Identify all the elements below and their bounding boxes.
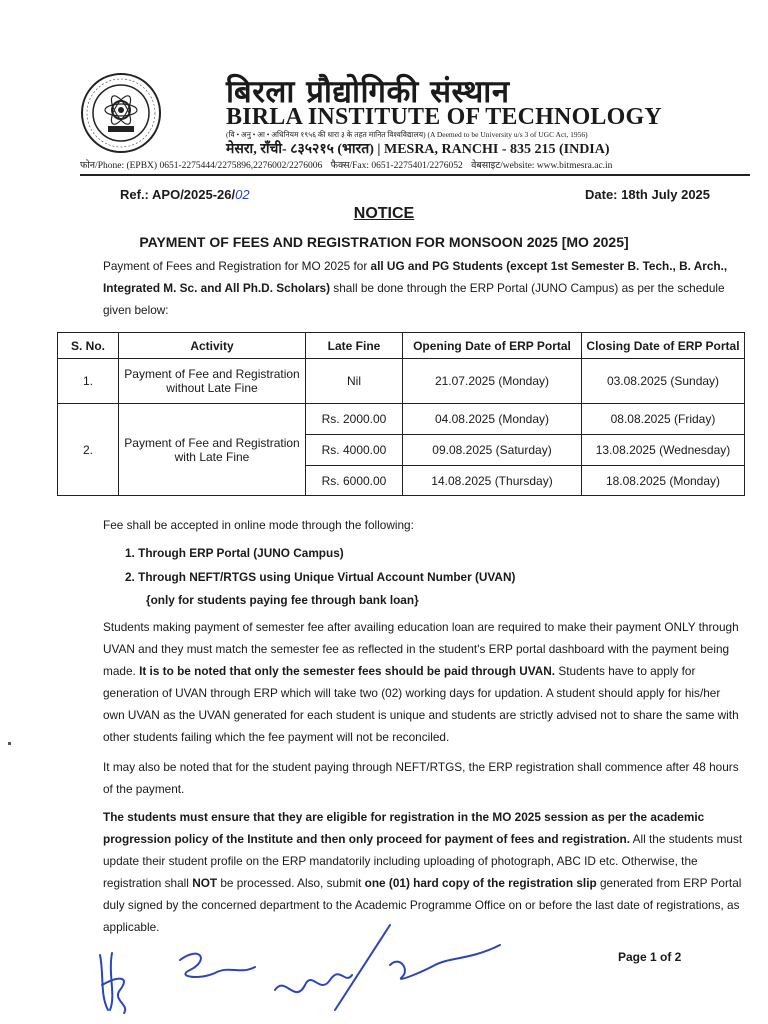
row2b-fine: Rs. 4000.00 <box>306 435 403 466</box>
header-opening-date: Opening Date of ERP Portal <box>403 333 582 359</box>
institute-address: मेसरा, राँची- ८३५२१५ (भारत) | MESRA, RANCHI - 835 215 (INDIA) <box>226 142 610 157</box>
header-activity: Activity <box>119 333 306 359</box>
fee-mode-item-1: 1. Through ERP Portal (JUNO Campus) <box>125 546 344 560</box>
reference-handwritten-number: 02 <box>235 187 250 202</box>
loan-text-bold: It is to be noted that only the semester fees should be paid through UVAN. <box>139 664 556 678</box>
intro-paragraph <box>103 255 743 321</box>
eligibility-slip: one (01) hard copy of the registration slip <box>364 876 597 890</box>
eligibility-text-c: generated from ERP Portal duly signed by the concerned department to the Academic Programme Office on or before the last date of registrations, as applicable. <box>103 876 742 934</box>
row1-activity: Payment of Fee and Registration without Late Fine <box>119 359 306 404</box>
phone-numbers: फोन/Phone: (EPBX) 0651-2275444/2275896,2276002/2276006 <box>80 161 323 171</box>
row2-sno: 2. <box>58 404 119 496</box>
row2b-closing: 13.08.2025 (Wednesday) <box>582 435 745 466</box>
row2a-fine: Rs. 2000.00 <box>306 404 403 435</box>
website: वेबसाइट/website: www.bitmesra.ac.in <box>471 161 613 171</box>
contact-line <box>80 158 750 174</box>
institute-name-english: BIRLA INSTITUTE OF TECHNOLOGY <box>226 104 662 130</box>
row2a-opening: 04.08.2025 (Monday) <box>403 404 582 435</box>
row1-closing: 03.08.2025 (Sunday) <box>582 359 745 404</box>
intro-text-a: Payment of Fees and Registration for MO 2025 for <box>103 259 371 273</box>
row2c-opening: 14.08.2025 (Thursday) <box>403 466 582 496</box>
fee-mode-item-2-note: {only for students paying fee through bank loan} <box>146 593 419 607</box>
loan-text-c: Students have to apply for generation of UVAN through ERP which will take two (02) working days for updation. A student should apply for his/her own UVAN as the UVAN generated for each student is unique and students are strictly advised not to share the same with other students failing which the fee payment will not be reconciled. <box>103 664 739 744</box>
notice-title: NOTICE <box>353 205 415 222</box>
eligibility-text-bold: The students must ensure that they are eligible for registration in the MO 2025 session as per the academic progression policy of the Institute and then only proceed for payment of fees and registration. <box>103 810 705 846</box>
table-row <box>58 359 745 404</box>
table-header-row <box>58 333 745 359</box>
header-late-fine: Late Fine <box>306 333 403 359</box>
notice-date: Date: 18th July 2025 <box>585 187 711 202</box>
scan-mark <box>8 742 11 745</box>
header-divider <box>80 174 750 176</box>
row1-sno: 1. <box>58 359 119 404</box>
deemed-university-line: (वि • अनु • आ • अधिनियम १९५६ की धारा ३ के तहत मानित विश्वविद्यालय) (A Deemed to be University u/s 3 of UGC Act, 1956) <box>226 130 588 139</box>
fee-mode-item-2: 2. Through NEFT/RTGS using Unique Virtual Account Number (UVAN) <box>125 570 516 584</box>
row2c-fine: Rs. 6000.00 <box>306 466 403 496</box>
eligibility-text-a: All the students must update their student profile on the ERP mandatorily including uploading of photograph, ABC ID etc. Otherwise, the registration shall <box>103 832 743 890</box>
institute-name-hindi: बिरला प्रौद्योगिकी संस्थान <box>226 74 510 110</box>
intro-text-bold: all UG and PG Students (except 1st Semester B. Tech., B. Arch., Integrated M. Sc. and All Ph.D. Scholars) <box>103 259 728 295</box>
reference-number <box>120 187 250 202</box>
fee-modes-intro: Fee shall be accepted in online mode through the following: <box>103 518 414 532</box>
row1-opening: 21.07.2025 (Monday) <box>403 359 582 404</box>
intro-text-b: shall be done through the ERP Portal (JUNO Campus) as per the schedule given below: <box>103 281 725 317</box>
fax-numbers: फैक्स/Fax: 0651-2275401/2276052 <box>330 161 463 171</box>
eligibility-text-b: be processed. Also, submit <box>217 876 365 890</box>
header-closing-date: Closing Date of ERP Portal <box>582 333 745 359</box>
schedule-table <box>57 332 745 496</box>
page-number: Page 1 of 2 <box>618 950 682 964</box>
row1-fine: Nil <box>306 359 403 404</box>
row2-activity: Payment of Fee and Registration with Late Fine <box>119 404 306 496</box>
eligibility-not: NOT <box>192 876 218 890</box>
header-sno: S. No. <box>58 333 119 359</box>
loan-paragraph <box>103 616 743 748</box>
institute-logo-seal <box>80 72 162 154</box>
row2c-closing: 18.08.2025 (Monday) <box>582 466 745 496</box>
loan-text-a: Students making payment of semester fee after availing education loan are required to make their payment ONLY through UVAN and they must match the semester fee as reflected in the student's ERP portal dashboard with the payment being made. <box>103 620 739 678</box>
table-row <box>58 404 745 435</box>
neft-paragraph: It may also be noted that for the student paying through NEFT/RTGS, the ERP registration shall commence after 48 hours of the payment. <box>103 760 739 796</box>
signatures <box>90 915 530 1020</box>
row2b-opening: 09.08.2025 (Saturday) <box>403 435 582 466</box>
row2a-closing: 08.08.2025 (Friday) <box>582 404 745 435</box>
reference-label: Ref.: APO/2025-26/ <box>120 187 236 202</box>
notice-subject: PAYMENT OF FEES AND REGISTRATION FOR MONSOON 2025 [MO 2025] <box>139 234 629 250</box>
